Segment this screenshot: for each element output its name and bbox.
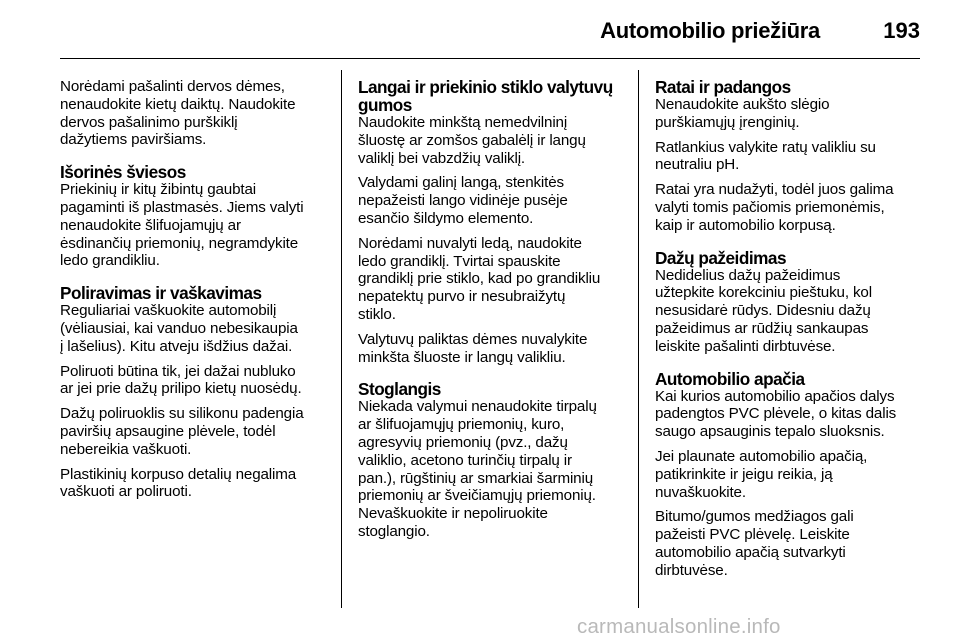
section-heading [655, 249, 927, 267]
text-line: pažeidimus ar rūdžių sankaupas [655, 319, 869, 337]
section [60, 284, 332, 501]
text-line: nuvaškuokite. [655, 483, 746, 501]
text-line: Dažų poliruoklis su silikonu padengia [60, 405, 304, 423]
paragraph [60, 466, 332, 502]
text-line: Bitumo/gumos medžiagos gali [655, 508, 854, 526]
text-line: Reguliariai vaškuokite automobilį [60, 302, 277, 320]
page-title: Automobilio priežiūra [600, 18, 820, 43]
paragraph [655, 181, 927, 234]
text-line: pažeisti PVC plėvelę. Leiskite [655, 526, 850, 544]
heading-line: gumos [358, 95, 412, 115]
paragraph [655, 448, 927, 501]
text-line: nepatektų purvo ir nesubraižytų [358, 288, 566, 306]
text-line: (vėliausiai, kai vanduo nebesikaupia [60, 319, 298, 337]
text-line: priemonių ar šveičiamųjų priemonių. [358, 487, 596, 505]
paragraph [655, 508, 927, 579]
text-line: esančio šildymo elemento. [358, 209, 534, 227]
text-line: ar šlifuojamųjų priemonių, kuro, [358, 416, 565, 434]
section [655, 249, 927, 356]
text-line: ledo grandikliu. [60, 252, 160, 270]
text-line: stoglangio. [358, 522, 430, 540]
text-line: dirbtuvėse. [655, 561, 728, 579]
text-line: nenaudokite kietų daiktų. Naudokite [60, 95, 296, 113]
column-1 [60, 78, 332, 515]
section [358, 380, 630, 540]
text-line: dažytiems paviršiams. [60, 131, 207, 149]
text-line: grandiklį prie stiklo, kad po grandikliu [358, 270, 601, 288]
text-line: ledo grandiklį. Tvirtai spauskite [358, 252, 561, 270]
text-line: dervos pašalinimo purškiklį [60, 113, 238, 131]
paragraph [655, 96, 927, 132]
section [358, 78, 630, 366]
paragraph [60, 363, 332, 399]
text-line: į lašelius). Kitu atveju išdžius dažai. [60, 337, 293, 355]
text-line: nesusidarė rūdys. Didesniu dažų [655, 302, 871, 320]
text-line: Norėdami nuvalyti ledą, naudokite [358, 234, 582, 252]
paragraph [358, 398, 630, 540]
text-line: Ratlankius valykite ratų valikliu su [655, 138, 876, 156]
text-line: agresyvių priemonių (pvz., dažų [358, 433, 568, 451]
paragraph [60, 405, 332, 458]
paragraph [358, 331, 630, 367]
heading-line: Dažų pažeidimas [655, 247, 786, 268]
text-line: šluostę ar zomšos gabalėlį ir langų [358, 131, 586, 149]
paragraph [60, 302, 332, 355]
text-line: valyti tomis pačiomis priemonėmis, [655, 198, 885, 216]
text-line: Valytuvų paliktas dėmes nuvalykite [358, 330, 588, 348]
text-line: Naudokite minkštą nemedvilninį [358, 114, 568, 131]
text-line: ėsdinančių priemonių, negramdykite [60, 234, 299, 252]
text-line: Niekada valymui nenaudokite tirpalų [358, 398, 597, 416]
text-line: nepažeisti lango vidinėje pusėje [358, 192, 568, 210]
text-line: padengtos PVC plėvele, o kitas dalis [655, 405, 897, 423]
text-line: nebereikia vaškuoti. [60, 440, 192, 458]
heading-line: Poliravimas ir vaškavimas [60, 283, 262, 304]
section-heading [60, 284, 332, 302]
text-line: pan.), rūgštinių ar smarkiai šarminių [358, 469, 594, 487]
heading-line: Ratai ir padangos [655, 77, 791, 97]
text-line: Priekinių ir kitų žibintų gaubtai [60, 181, 256, 199]
text-line: užtepkite korekciniu pieštuku, kol [655, 284, 872, 302]
text-line: Plastikinių korpuso detalių negalima [60, 465, 297, 483]
section-heading [358, 380, 630, 398]
page-header [0, 0, 960, 58]
text-line: vaškuoti ar poliruoti. [60, 483, 192, 501]
text-line: valiklį bei vabzdžių valiklį. [358, 149, 525, 167]
text-line: Nedidelius dažų pažeidimus [655, 266, 841, 284]
text-line: Nenaudokite aukšto slėgio [655, 96, 830, 113]
column-3 [655, 78, 927, 594]
paragraph [655, 139, 927, 175]
text-line: saugo apsauginis tepalo sluoksnis. [655, 423, 885, 441]
text-line: pagaminti iš plastmasės. Jiems valyti [60, 198, 304, 216]
paragraph [358, 235, 630, 324]
column-divider-2 [638, 70, 639, 608]
paragraph [655, 388, 927, 441]
paragraph [358, 114, 630, 167]
heading-line: Išorinės šviesos [60, 162, 186, 183]
text-line: valiklio, acetono turinčių tirpalų ir [358, 451, 572, 469]
paragraph [60, 78, 332, 149]
section [655, 78, 927, 235]
text-line: purškiamųjų įrenginių. [655, 113, 800, 131]
paragraph [60, 181, 332, 270]
text-line: Kai kurios automobilio apačios dalys [655, 387, 895, 405]
watermark-text: carmanualsonline.info [577, 615, 781, 638]
text-line: paviršių apsaugine plėvele, todėl [60, 422, 276, 440]
text-line: Norėdami pašalinti dervos dėmes, [60, 78, 285, 95]
heading-line: Langai ir priekinio stiklo valytuvų [358, 77, 613, 97]
text-line: ar jei prie dažų prilipo kietų nuosėdų. [60, 380, 302, 398]
text-line: neutraliu pH. [655, 156, 740, 174]
section-heading [655, 78, 927, 96]
text-line: stiklo. [358, 305, 396, 323]
text-line: leiskite pašalinti dirbtuvėse. [655, 337, 836, 355]
text-line: kaip ir automobilio korpusą. [655, 216, 836, 234]
text-line: Jei plaunate automobilio apačią, [655, 447, 868, 465]
section [60, 78, 332, 149]
section-heading [60, 163, 332, 181]
section-heading [655, 370, 927, 388]
section-heading [358, 78, 630, 114]
paragraph [358, 174, 630, 227]
text-line: Ratai yra nudažyti, todėl juos galima [655, 181, 894, 199]
column-divider-1 [341, 70, 342, 608]
text-line: Nevaškuokite ir nepoliruokite [358, 505, 548, 523]
text-line: patikrinkite ir jeigu reikia, ją [655, 465, 833, 483]
text-line: Valydami galinį langą, stenkitės [358, 174, 564, 192]
header-divider [60, 58, 920, 59]
heading-line: Automobilio apačia [655, 368, 805, 389]
text-line: automobilio apačią sutvarkyti [655, 543, 846, 561]
text-line: Poliruoti būtina tik, jei dažai nubluko [60, 362, 296, 380]
column-2 [358, 78, 630, 555]
section [60, 163, 332, 270]
page-number: 193 [883, 18, 920, 43]
text-line: nenaudokite šlifuojamųjų ar [60, 216, 241, 234]
heading-line: Stoglangis [358, 379, 441, 400]
section [655, 370, 927, 580]
paragraph [655, 267, 927, 356]
text-line: minkšta šluoste ir langų valikliu. [358, 348, 566, 366]
